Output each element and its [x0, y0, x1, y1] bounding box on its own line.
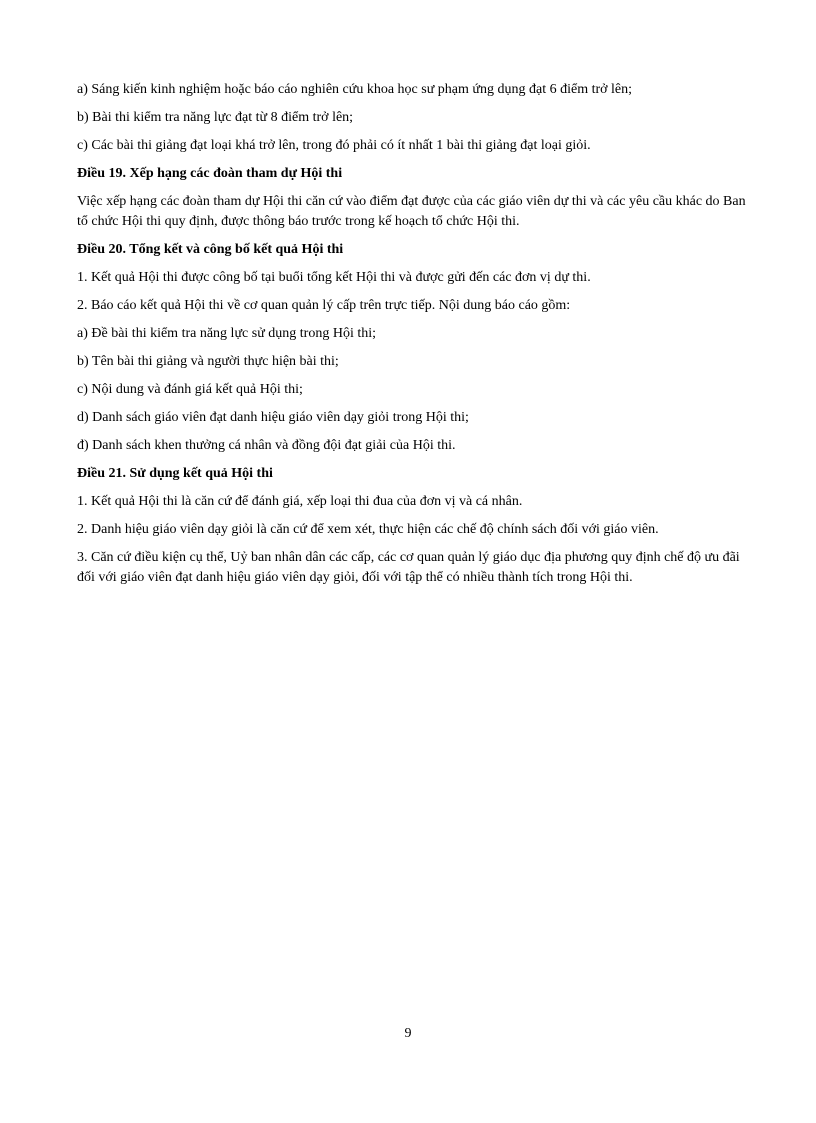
article20-item-b: b) Tên bài thi giảng và người thực hiện bài thi;	[77, 354, 339, 369]
article20-item-c: c) Nội dung và đánh giá kết quả Hội thi;	[77, 382, 303, 397]
article21-item-1: 1. Kết quả Hội thi là căn cứ để đánh giá, xếp loại thi đua của đơn vị và cá nhân.	[77, 494, 523, 509]
article20-item-2: 2. Báo cáo kết quả Hội thi về cơ quan quản lý cấp trên trực tiếp. Nội dung báo cáo gồm:	[77, 298, 571, 313]
article20-item-a: a) Đề bài thi kiểm tra năng lực sử dụng trong Hội thi;	[77, 326, 377, 341]
article18-item-c: c) Các bài thi giảng đạt loại khá trở lên, trong đó phải có ít nhất 1 bài thi giảng đạt loại giỏi.	[77, 138, 591, 153]
page-number: 9	[404, 1026, 412, 1041]
article21-item-2: 2. Danh hiệu giáo viên dạy giỏi là căn cứ để xem xét, thực hiện các chế độ chính sách đối với giáo viên.	[77, 522, 659, 537]
article20-item-dd: đ) Danh sách khen thưởng cá nhân và đồng đội đạt giải của Hội thi.	[77, 438, 456, 453]
article20-heading: Điều 20. Tổng kết và công bố kết quả Hội thi	[77, 242, 344, 257]
article18-item-a: a) Sáng kiến kinh nghiệm hoặc báo cáo nghiên cứu khoa học sư phạm ứng dụng đạt 6 điểm trở lên;	[77, 82, 633, 97]
document-body	[77, 80, 747, 596]
article19-body: Việc xếp hạng các đoàn tham dự Hội thi căn cứ vào điểm đạt được của các giáo viên dự thi và các yêu cầu khác do Ban tổ chức Hội thi quy định, được thông báo trước trong kế hoạch tổ chức Hội thi.	[77, 194, 746, 229]
article19-heading: Điều 19. Xếp hạng các đoàn tham dự Hội thi	[77, 166, 343, 181]
article21-heading: Điều 21. Sử dụng kết quả Hội thi	[77, 466, 273, 481]
article20-item-d: d) Danh sách giáo viên đạt danh hiệu giáo viên dạy giỏi trong Hội thi;	[77, 410, 469, 425]
article18-item-b: b) Bài thi kiểm tra năng lực đạt từ 8 điểm trở lên;	[77, 110, 354, 125]
article21-item-3: 3. Căn cứ điều kiện cụ thể, Uỷ ban nhân dân các cấp, các cơ quan quản lý giáo dục địa phương quy định chế độ ưu đãi đối với giáo viên đạt danh hiệu giáo viên dạy giỏi, đối với tập thể có nhiều thành tích trong Hội thi.	[77, 550, 740, 585]
article20-item-1: 1. Kết quả Hội thi được công bố tại buổi tổng kết Hội thi và được gửi đến các đơn vị dự thi.	[77, 270, 591, 285]
